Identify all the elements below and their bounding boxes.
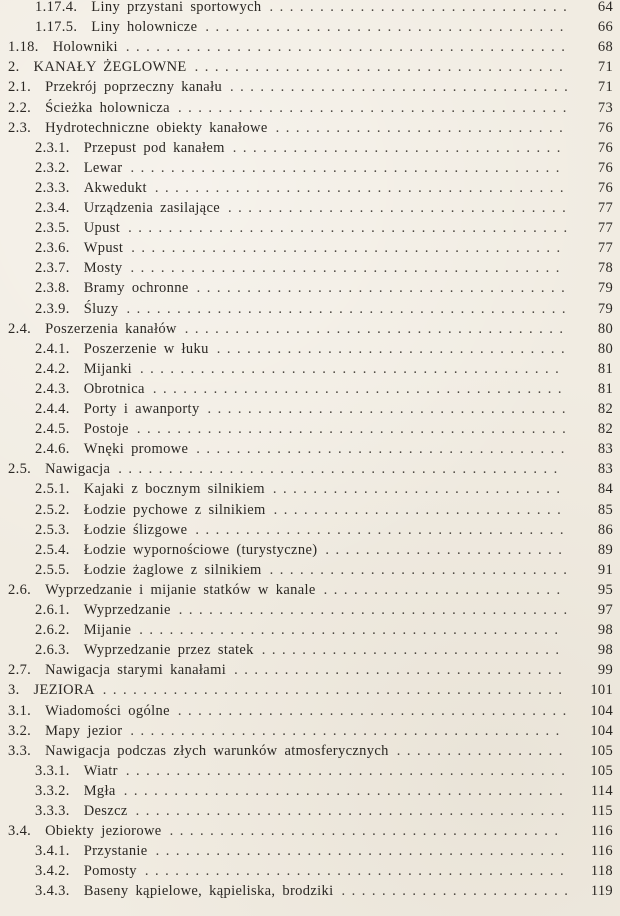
toc-entry-title: Pomosty bbox=[83, 863, 137, 880]
toc-entry-label bbox=[35, 842, 148, 861]
toc-entry bbox=[0, 702, 620, 721]
toc-entry-label bbox=[35, 762, 118, 781]
toc-entry-title: Śluzy bbox=[83, 300, 119, 317]
toc-entry-page-number: 77 bbox=[597, 240, 613, 257]
toc-entry-title: Ścieżka holownicza bbox=[45, 99, 170, 116]
toc-entry-label bbox=[8, 460, 110, 479]
toc-entry bbox=[0, 882, 620, 901]
toc-entry-title: Baseny kąpielowe, kąpieliska, brodziki bbox=[83, 883, 334, 900]
toc-entry bbox=[0, 380, 620, 399]
toc-entry-label bbox=[35, 601, 171, 620]
toc-entry-number: 2.7. bbox=[8, 662, 32, 679]
toc-entry bbox=[0, 279, 620, 298]
toc-entry-page-number: 98 bbox=[597, 642, 613, 659]
toc-entry bbox=[0, 219, 620, 238]
toc-entry-page-number: 82 bbox=[597, 421, 613, 438]
toc-entry-title: Przystanie bbox=[83, 843, 148, 860]
toc-entry-number: 2.4.5. bbox=[35, 421, 70, 438]
toc-entry-page-number: 83 bbox=[597, 441, 613, 458]
toc-entry-number: 2.4.4. bbox=[35, 401, 70, 417]
toc-entry-title: Przepust pod kanałem bbox=[83, 139, 225, 156]
toc-entry-page-number: 79 bbox=[597, 300, 613, 317]
toc-entry-number: 2.3.3. bbox=[35, 179, 70, 196]
toc-entry-page-number: 81 bbox=[597, 380, 613, 397]
toc-entry-number: 2.6.2. bbox=[35, 622, 70, 639]
toc-entry-title: Postoje bbox=[83, 421, 129, 438]
toc-entry-label bbox=[35, 521, 187, 540]
toc-dot-leader: ........................ bbox=[323, 581, 567, 598]
toc-entry bbox=[0, 300, 620, 319]
toc-entry-title: Wyprzedzanie i mijanie statków w kanale bbox=[45, 581, 316, 598]
toc-entry bbox=[0, 18, 620, 37]
toc-entry-page-number: 77 bbox=[597, 200, 613, 216]
toc-entry-title: Wyprzedzanie bbox=[83, 602, 171, 618]
toc-dot-leader: ........................................... bbox=[130, 260, 566, 277]
toc-dot-leader: ............................. bbox=[273, 501, 568, 518]
toc-entry-title: Porty i awanporty bbox=[83, 401, 200, 417]
toc-entry bbox=[0, 139, 620, 158]
toc-entry-number: 3.2. bbox=[8, 722, 32, 739]
toc-entry-page-number: 64 bbox=[597, 0, 613, 15]
toc-entry bbox=[0, 360, 620, 379]
toc-entry bbox=[0, 199, 620, 218]
toc-entry-number: 2.3.8. bbox=[35, 280, 70, 297]
toc-entry bbox=[0, 239, 620, 258]
toc-entry-label bbox=[35, 159, 122, 178]
toc-dot-leader: ....................... bbox=[341, 883, 575, 900]
toc-entry-page-number: 79 bbox=[597, 280, 613, 297]
toc-entry bbox=[0, 762, 620, 781]
toc-entry-title: Mosty bbox=[83, 260, 123, 277]
toc-entry bbox=[0, 681, 620, 700]
toc-dot-leader: ........................ bbox=[325, 541, 569, 558]
toc-entry-page-number: 71 bbox=[597, 79, 613, 96]
toc-dot-leader: ............................................ bbox=[125, 39, 572, 56]
toc-entry bbox=[0, 259, 620, 278]
toc-entry bbox=[0, 480, 620, 499]
toc-entry-page-number: 68 bbox=[597, 39, 613, 56]
toc-entry-page-number: 78 bbox=[597, 260, 613, 277]
toc-entry-page-number: 105 bbox=[590, 742, 613, 759]
toc-entry-page-number: 105 bbox=[590, 762, 613, 779]
toc-entry-number: 2.1. bbox=[8, 79, 32, 96]
toc-entry-title: Wyprzedzanie przez statek bbox=[83, 642, 254, 659]
toc-entry-page-number: 80 bbox=[597, 340, 613, 357]
toc-entry-number: 2.4.3. bbox=[35, 380, 70, 397]
toc-dot-leader: ........................................... bbox=[130, 159, 566, 176]
toc-entry-label bbox=[35, 0, 261, 17]
toc-entry-title: KANAŁY ŻEGLOWNE bbox=[33, 59, 187, 76]
toc-entry bbox=[0, 782, 620, 801]
toc-entry bbox=[0, 561, 620, 580]
toc-entry-number: 2.4.2. bbox=[35, 360, 70, 377]
toc-entry-number: 3.1. bbox=[8, 702, 32, 719]
toc-dot-leader: ............................................ bbox=[118, 461, 564, 478]
toc-entry-title: Wiadomości ogólne bbox=[45, 702, 170, 719]
toc-entry-page-number: 89 bbox=[597, 541, 613, 558]
toc-entry-page-number: 82 bbox=[597, 401, 613, 417]
toc-dot-leader: ............................................ bbox=[126, 300, 572, 317]
toc-entry-label bbox=[35, 179, 147, 198]
toc-entry-page-number: 118 bbox=[590, 863, 613, 880]
toc-entry-label bbox=[35, 541, 317, 560]
toc-dot-leader: ........................................... bbox=[131, 240, 567, 257]
toc-entry-page-number: 76 bbox=[597, 119, 613, 136]
toc-entry-number: 1.18. bbox=[8, 39, 39, 56]
toc-entry bbox=[0, 541, 620, 560]
toc-entry-label bbox=[35, 621, 131, 640]
toc-entry-title: Poszerzenia kanałów bbox=[45, 320, 177, 337]
toc-entry-number: 3.4.2. bbox=[35, 863, 70, 880]
toc-entry-number: 3.4.1. bbox=[35, 843, 70, 860]
toc-entry-number: 3. bbox=[8, 682, 20, 699]
toc-entry-number: 3.3. bbox=[8, 742, 32, 759]
toc-entry-label bbox=[35, 802, 128, 821]
toc-entry-number: 2.5.1. bbox=[35, 481, 70, 498]
toc-entry-number: 2.5.5. bbox=[35, 561, 70, 578]
toc-entry-label bbox=[8, 99, 170, 118]
toc-entry-number: 2.3.4. bbox=[35, 200, 70, 216]
toc-dot-leader: ..................................... bbox=[196, 280, 572, 297]
toc-dot-leader: .......................................... bbox=[139, 622, 565, 639]
toc-entry-number: 2.3.1. bbox=[35, 139, 70, 156]
toc-entry-label bbox=[35, 440, 188, 459]
toc-entry-label bbox=[8, 822, 162, 841]
toc-entry-page-number: 91 bbox=[597, 561, 613, 578]
toc-entry-title: Akwedukt bbox=[83, 179, 147, 196]
toc-dot-leader: ....................................... bbox=[178, 602, 574, 618]
toc-entry-page-number: 99 bbox=[597, 662, 613, 679]
toc-entry-page-number: 84 bbox=[597, 481, 613, 498]
toc-entry-page-number: 85 bbox=[597, 501, 613, 518]
toc-entry bbox=[0, 99, 620, 118]
toc-entry-page-number: 83 bbox=[597, 461, 613, 478]
toc-entry-page-number: 76 bbox=[597, 139, 613, 156]
toc-dot-leader: ................................... bbox=[216, 340, 572, 357]
toc-entry-title: Nawigacja starymi kanałami bbox=[45, 662, 227, 679]
toc-entry-number: 2. bbox=[8, 59, 20, 76]
toc-entry bbox=[0, 78, 620, 97]
toc-entry-title: Łodzie pychowe z silnikiem bbox=[83, 501, 266, 518]
toc-entry-label bbox=[8, 722, 122, 741]
toc-entry bbox=[0, 742, 620, 761]
toc-entry-page-number: 101 bbox=[590, 682, 613, 699]
toc-dot-leader: ....................................... bbox=[169, 823, 565, 840]
toc-entry-page-number: 104 bbox=[590, 722, 613, 739]
toc-dot-leader: ............................. bbox=[275, 119, 570, 136]
toc-entry-label bbox=[35, 501, 266, 520]
toc-entry-page-number: 115 bbox=[590, 803, 613, 819]
toc-entry-title: Urządzenia zasilające bbox=[83, 200, 221, 216]
toc-entry-title: Bramy ochronne bbox=[83, 280, 189, 297]
toc-entry-title: Liny przystani sportowych bbox=[91, 0, 262, 15]
toc-dot-leader: ..................................... bbox=[194, 59, 570, 76]
toc-entry-label bbox=[35, 782, 116, 801]
toc-entry-number: 1.17.5. bbox=[35, 19, 78, 36]
toc-entry-number: 2.5.3. bbox=[35, 521, 70, 538]
toc-entry-number: 3.3.2. bbox=[35, 782, 70, 799]
toc-entry-page-number: 77 bbox=[597, 220, 613, 237]
toc-entry-label bbox=[8, 58, 187, 77]
toc-entry-title: JEZIORA bbox=[33, 682, 95, 699]
toc-entry-label bbox=[35, 561, 262, 580]
toc-entry-page-number: 66 bbox=[597, 19, 613, 36]
toc-dot-leader: .......................................... bbox=[140, 360, 566, 377]
toc-entry-page-number: 116 bbox=[590, 843, 613, 860]
toc-entry bbox=[0, 842, 620, 861]
toc-entry bbox=[0, 601, 620, 620]
toc-entry-number: 2.3.6. bbox=[35, 240, 70, 257]
toc-entry-title: Upust bbox=[83, 220, 121, 237]
toc-dot-leader: ............................. bbox=[272, 481, 567, 498]
toc-entry bbox=[0, 862, 620, 881]
toc-entry-title: Nawigacja podczas złych warunków atmosferycznych bbox=[45, 742, 389, 759]
toc-dot-leader: .............................. bbox=[269, 0, 574, 15]
toc-dot-leader: .................................. bbox=[230, 79, 575, 96]
toc-entry-label bbox=[8, 681, 95, 700]
toc-entry bbox=[0, 420, 620, 439]
toc-entry-number: 1.17.4. bbox=[35, 0, 78, 15]
toc-entry-page-number: 97 bbox=[597, 602, 613, 618]
toc-entry-number: 3.4. bbox=[8, 823, 32, 840]
toc-entry bbox=[0, 440, 620, 459]
toc-entry-page-number: 119 bbox=[590, 883, 613, 900]
toc-entry bbox=[0, 58, 620, 77]
toc-entry-label bbox=[8, 320, 177, 339]
toc-entry-label bbox=[35, 480, 265, 499]
toc-dot-leader: ...................................... bbox=[184, 320, 570, 337]
toc-entry-number: 2.6. bbox=[8, 581, 32, 598]
toc-entry-number: 2.5.2. bbox=[35, 501, 70, 518]
toc-entry-title: Łodzie wypornościowe (turystyczne) bbox=[83, 541, 318, 558]
toc-entry-number: 2.3. bbox=[8, 119, 32, 136]
toc-entry-label bbox=[35, 380, 145, 399]
toc-dot-leader: .................................... bbox=[205, 19, 570, 36]
toc-entry-label bbox=[35, 300, 118, 319]
toc-dot-leader: ........................................... bbox=[136, 421, 573, 438]
toc-entry bbox=[0, 340, 620, 359]
toc-entry-label bbox=[8, 742, 389, 761]
toc-entry-title: Obiekty jeziorowe bbox=[45, 823, 162, 840]
toc-entry-number: 2.6.1. bbox=[35, 602, 70, 618]
toc-entry-label bbox=[8, 581, 316, 600]
toc-entry bbox=[0, 661, 620, 680]
toc-entry-title: Mapy jezior bbox=[45, 722, 123, 739]
toc-entry-number: 2.4.1. bbox=[35, 340, 70, 357]
toc-entry-label bbox=[8, 78, 222, 97]
toc-entry-page-number: 71 bbox=[597, 59, 613, 76]
toc-entry-page-number: 116 bbox=[590, 823, 613, 840]
toc-entry bbox=[0, 822, 620, 841]
toc-dot-leader: ....................................... bbox=[177, 99, 573, 116]
toc-entry-title: Mgła bbox=[83, 782, 116, 799]
toc-dot-leader: ............................................ bbox=[125, 762, 572, 779]
toc-entry-label bbox=[35, 279, 189, 298]
toc-entry-title: Obrotnica bbox=[83, 380, 145, 397]
toc-entry bbox=[0, 501, 620, 520]
toc-entry-number: 2.3.2. bbox=[35, 159, 70, 176]
toc-entry-title: Hydrotechniczne obiekty kanałowe bbox=[45, 119, 268, 136]
toc-dot-leader: ................. bbox=[396, 742, 569, 759]
toc-entry-number: 2.5.4. bbox=[35, 541, 70, 558]
toc-entry-label bbox=[8, 661, 226, 680]
toc-entry-page-number: 73 bbox=[597, 99, 613, 116]
toc-dot-leader: ....................................... bbox=[177, 702, 573, 719]
toc-dot-leader: ............................................ bbox=[123, 782, 570, 799]
toc-entry-label bbox=[35, 18, 197, 37]
toc-entry-title: Przekrój poprzeczny kanału bbox=[45, 79, 223, 96]
toc-entry bbox=[0, 641, 620, 660]
toc-entry bbox=[0, 460, 620, 479]
toc-entry-title: Liny holownicze bbox=[91, 19, 198, 36]
toc-entry-title: Wnęki promowe bbox=[83, 441, 189, 458]
toc-entry-title: Mijanie bbox=[83, 622, 132, 639]
toc-entry bbox=[0, 320, 620, 339]
toc-entry-page-number: 76 bbox=[597, 159, 613, 176]
toc-entry-page-number: 114 bbox=[590, 782, 613, 799]
toc-entry bbox=[0, 621, 620, 640]
toc-entry-number: 2.5. bbox=[8, 461, 32, 478]
toc-entry-label bbox=[35, 139, 225, 158]
toc-entry bbox=[0, 722, 620, 741]
toc-entry-page-number: 76 bbox=[597, 179, 613, 196]
toc-entry-number: 3.3.3. bbox=[35, 803, 70, 819]
toc-dot-leader: ..................................... bbox=[196, 441, 571, 458]
toc-entry-page-number: 104 bbox=[590, 702, 613, 719]
toc-entry-title: Mijanki bbox=[83, 360, 133, 377]
toc-entry-label bbox=[35, 239, 123, 258]
toc-entry-page-number: 80 bbox=[597, 320, 613, 337]
toc-entry-title: Lewar bbox=[83, 159, 123, 176]
toc-entry-number: 2.2. bbox=[8, 99, 32, 116]
toc-entry bbox=[0, 159, 620, 178]
toc-entry-label bbox=[8, 702, 170, 721]
toc-entry-number: 2.3.9. bbox=[35, 300, 70, 317]
toc-entry bbox=[0, 400, 620, 419]
toc-dot-leader: ......................................... bbox=[155, 843, 571, 860]
toc-dot-leader: ........................................... bbox=[130, 722, 566, 739]
toc-dot-leader: ........................................... bbox=[135, 803, 572, 819]
toc-entry-label bbox=[8, 119, 268, 138]
toc-dot-leader: ..................................... bbox=[195, 521, 570, 538]
toc-entry-label bbox=[35, 219, 120, 238]
toc-entry-page-number: 98 bbox=[597, 622, 613, 639]
toc-entry-label bbox=[8, 38, 118, 57]
toc-entry bbox=[0, 581, 620, 600]
toc-entry-title: Holowniki bbox=[52, 39, 118, 56]
toc-entry-label bbox=[35, 400, 200, 419]
toc-entry-title: Łodzie żaglowe z silnikiem bbox=[83, 561, 262, 578]
toc-entry bbox=[0, 179, 620, 198]
toc-entry-page-number: 81 bbox=[597, 360, 613, 377]
toc-entry-label bbox=[35, 641, 254, 660]
toc-entry-label bbox=[35, 340, 209, 359]
toc-entry-label bbox=[35, 259, 123, 278]
toc-entry-label bbox=[35, 882, 334, 901]
toc-dot-leader: .............................. bbox=[269, 561, 574, 578]
toc-entry bbox=[0, 119, 620, 138]
toc-entry-title: Wpust bbox=[83, 240, 124, 257]
toc-entry bbox=[0, 802, 620, 821]
toc-entry-label bbox=[35, 420, 129, 439]
toc-entry-number: 2.3.5. bbox=[35, 220, 70, 237]
toc-dot-leader: ......................................... bbox=[152, 380, 568, 397]
toc-entry-title: Poszerzenie w łuku bbox=[83, 340, 209, 357]
toc-entry bbox=[0, 0, 620, 17]
toc-entry-page-number: 86 bbox=[597, 521, 613, 538]
toc-dot-leader: .................................... bbox=[207, 401, 573, 417]
toc-dot-leader: .............................. bbox=[261, 642, 566, 659]
toc-entry-label bbox=[35, 199, 220, 218]
toc-entry-number: 2.4. bbox=[8, 320, 32, 337]
toc-entry-number: 2.3.7. bbox=[35, 260, 70, 277]
toc-entry-title: Nawigacja bbox=[45, 461, 111, 478]
toc-entry-label bbox=[35, 862, 137, 881]
toc-dot-leader: .................................. bbox=[228, 200, 573, 216]
toc-dot-leader: ............................................ bbox=[128, 220, 574, 237]
toc-entry-page-number: 95 bbox=[597, 581, 613, 598]
toc-dot-leader: .............................................. bbox=[102, 682, 569, 699]
toc-entry-title: Łodzie ślizgowe bbox=[83, 521, 188, 538]
toc-dot-leader: ................................. bbox=[234, 662, 569, 679]
toc-dot-leader: ......................................... bbox=[154, 179, 571, 196]
toc-entry-title: Kajaki z bocznym silnikiem bbox=[83, 481, 265, 498]
toc-entry-number: 2.6.3. bbox=[35, 642, 70, 659]
toc-dot-leader: ................................. bbox=[232, 139, 567, 156]
toc-entry-title: Deszcz bbox=[83, 803, 128, 819]
toc-entry-title: Wiatr bbox=[83, 762, 118, 779]
toc-entry-number: 3.4.3. bbox=[35, 883, 70, 900]
toc-entry-label bbox=[35, 360, 132, 379]
toc-dot-leader: .......................................... bbox=[144, 863, 571, 880]
toc-entry bbox=[0, 38, 620, 57]
toc-entry bbox=[0, 521, 620, 540]
toc-entry-number: 3.3.1. bbox=[35, 762, 70, 779]
toc-entry-number: 2.4.6. bbox=[35, 441, 70, 458]
